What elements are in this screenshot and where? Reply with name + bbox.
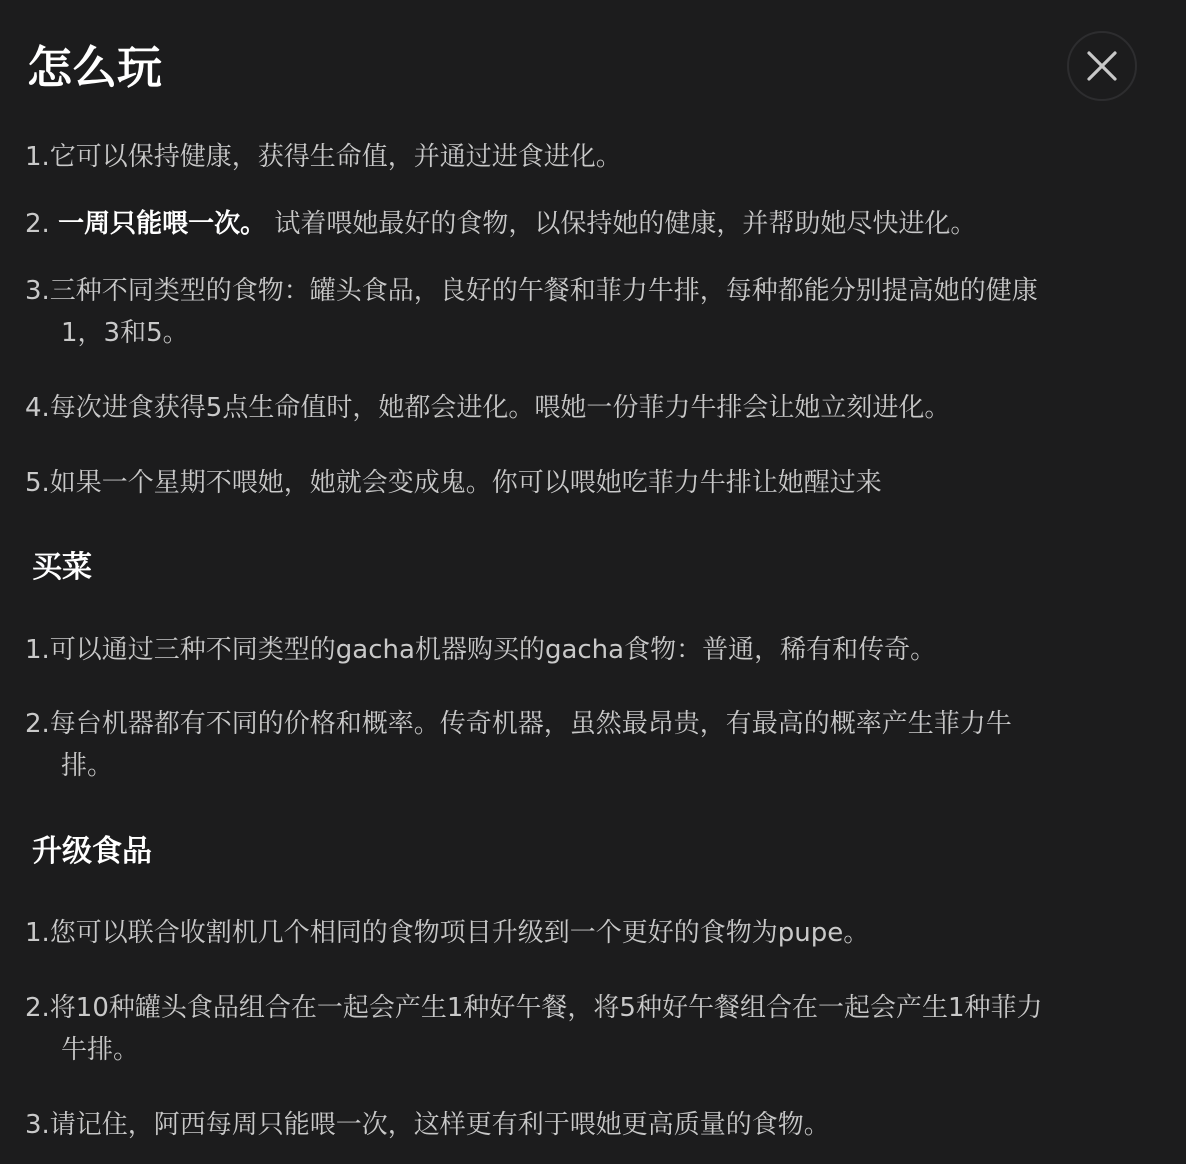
rule-item: 3.请记住，阿西每周只能喂一次，这样更有利于喂她更高质量的食物。	[25, 1110, 830, 1140]
rule-item: 3.三种不同类型的食物：罐头食品，良好的午餐和菲力牛排，每种都能分别提高她的健康	[25, 276, 1038, 306]
rule-item-continuation: 牛排。	[61, 1035, 140, 1065]
rule-item: 5.如果一个星期不喂她，她就会变成鬼。你可以喂她吃菲力牛排让她醒过来	[25, 468, 882, 498]
section-heading-buy-food: 买菜	[32, 550, 92, 585]
rule-item: 1.您可以联合收割机几个相同的食物项目升级到一个更好的食物为pupe。	[25, 918, 870, 948]
rule-item: 1.可以通过三种不同类型的gacha机器购买的gacha食物：普通，稀有和传奇。	[25, 635, 937, 665]
rule-item	[25, 203, 976, 245]
rule-item: 2.将10种罐头食品组合在一起会产生1种好午餐，将5种好午餐组合在一起会产生1种菲力	[25, 993, 1043, 1023]
close-icon	[1085, 49, 1119, 83]
rule-item: 4.每次进食获得5点生命值时，她都会进化。喂她一份菲力牛排会让她立刻进化。	[25, 393, 951, 423]
close-button[interactable]	[1067, 31, 1137, 101]
rule-number: 2.	[25, 209, 59, 239]
section-heading-upgrade-food: 升级食品	[32, 834, 152, 869]
rule-item-continuation: 排。	[61, 751, 114, 781]
page-title: 怎么玩	[27, 41, 163, 94]
rule-item-continuation: 1，3和5。	[61, 318, 189, 348]
rule-text: 试着喂她最好的食物，以保持她的健康，并帮助她尽快进化。	[266, 209, 977, 239]
rule-item: 2.每台机器都有不同的价格和概率。传奇机器，虽然最昂贵，有最高的概率产生菲力牛	[25, 709, 1012, 739]
rule-item: 1.它可以保持健康，获得生命值，并通过进食进化。	[25, 142, 622, 172]
rule-emphasis: 一周只能喂一次。	[58, 209, 267, 239]
